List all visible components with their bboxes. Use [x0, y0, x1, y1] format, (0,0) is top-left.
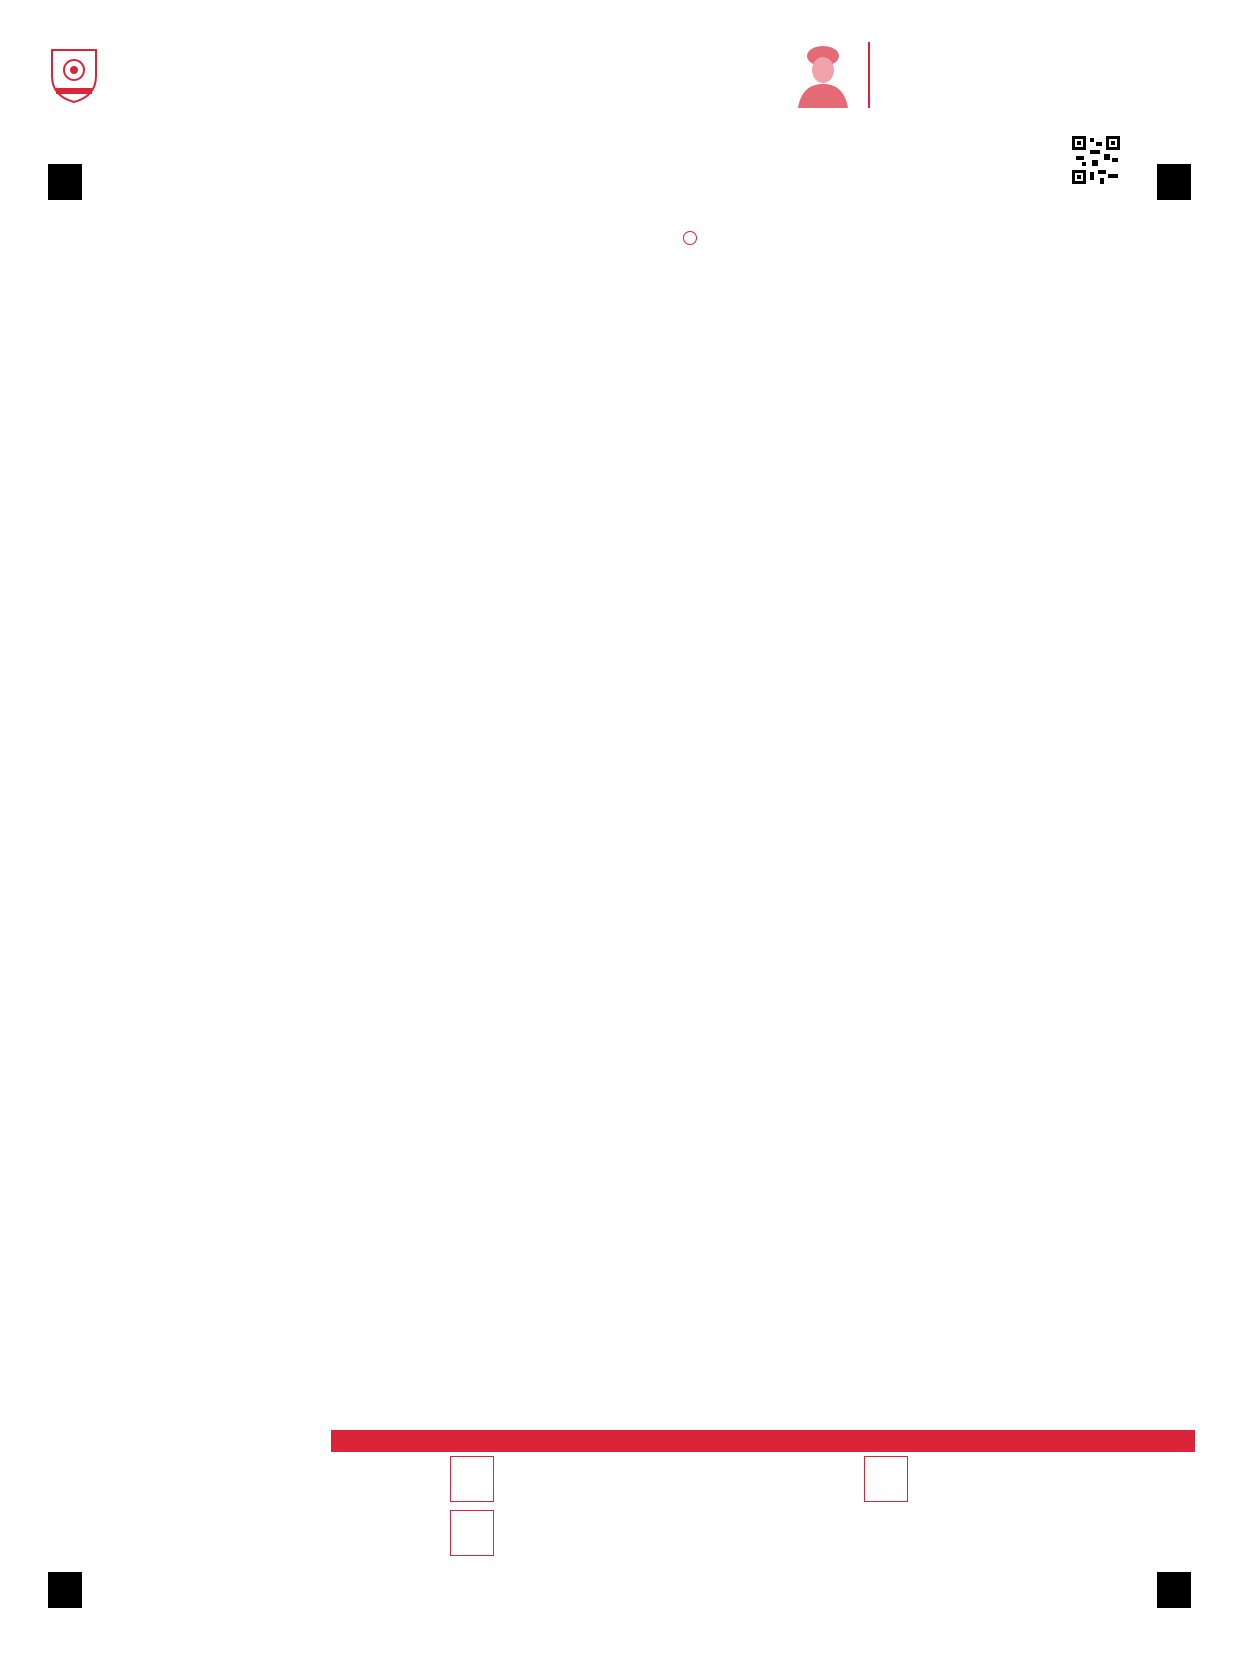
header-divider [868, 42, 870, 108]
manual-entry-box[interactable] [450, 1510, 494, 1556]
replacement-circle-legend [683, 231, 697, 245]
registration-mark [48, 1572, 82, 1608]
total-absent-box[interactable] [864, 1456, 908, 1502]
attendance-table-grid [88, 212, 1195, 1431]
footer-band [331, 1430, 1195, 1452]
total-present-box[interactable] [450, 1456, 494, 1502]
registration-mark [48, 164, 82, 200]
qr-code [1072, 136, 1120, 184]
registration-mark [1157, 1572, 1191, 1608]
registration-mark [1157, 164, 1191, 200]
col-header-booklet-sub [536, 231, 843, 249]
founder-portrait [792, 42, 854, 108]
university-logo [48, 46, 100, 104]
